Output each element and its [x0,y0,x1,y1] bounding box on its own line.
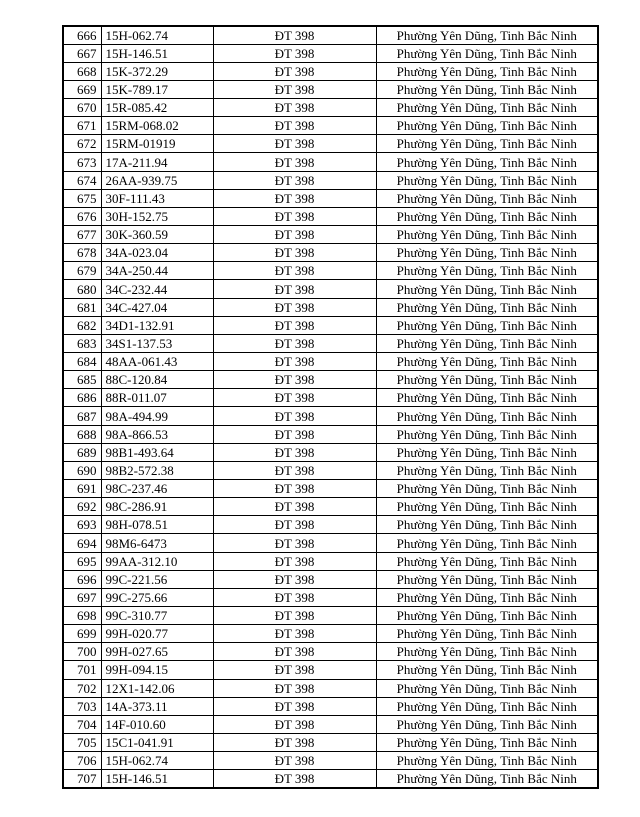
route-cell: ĐT 398 [213,588,376,606]
table-row [63,153,598,171]
row-number-cell: 702 [63,679,101,697]
route-cell: ĐT 398 [213,44,376,62]
row-number-cell: 692 [63,498,101,516]
table-row [63,443,598,461]
plate-cell: 98A-866.53 [101,425,213,443]
location-cell: Phường Yên Dũng, Tinh Bắc Ninh [376,498,598,516]
route-cell: ĐT 398 [213,607,376,625]
plate-cell: 15H-146.51 [101,44,213,62]
location-cell: Phường Yên Dũng, Tinh Bắc Ninh [376,244,598,262]
route-cell: ĐT 398 [213,770,376,788]
plate-cell: 88C-120.84 [101,371,213,389]
row-number-cell: 691 [63,480,101,498]
route-cell: ĐT 398 [213,534,376,552]
table-row [63,588,598,606]
route-cell: ĐT 398 [213,135,376,153]
plate-cell: 98C-286.91 [101,498,213,516]
location-cell: Phường Yên Dũng, Tinh Bắc Ninh [376,207,598,225]
route-cell: ĐT 398 [213,153,376,171]
row-number-cell: 669 [63,80,101,98]
route-cell: ĐT 398 [213,625,376,643]
table-row [63,661,598,679]
route-cell: ĐT 398 [213,316,376,334]
route-cell: ĐT 398 [213,80,376,98]
table-row [63,207,598,225]
plate-cell: 14F-010.60 [101,715,213,733]
plate-cell: 34C-427.04 [101,298,213,316]
table-row [63,171,598,189]
plate-cell: 34C-232.44 [101,280,213,298]
row-number-cell: 666 [63,26,101,44]
route-cell: ĐT 398 [213,389,376,407]
row-number-cell: 707 [63,770,101,788]
route-cell: ĐT 398 [213,189,376,207]
plate-cell: 99C-275.66 [101,588,213,606]
plate-cell: 15R-085.42 [101,99,213,117]
plate-cell: 15C1-041.91 [101,733,213,751]
table-row [63,117,598,135]
plate-list-table [62,25,599,789]
row-number-cell: 679 [63,262,101,280]
location-cell: Phường Yên Dũng, Tinh Bắc Ninh [376,570,598,588]
plate-cell: 17A-211.94 [101,153,213,171]
row-number-cell: 686 [63,389,101,407]
route-cell: ĐT 398 [213,62,376,80]
table-row [63,280,598,298]
location-cell: Phường Yên Dũng, Tinh Bắc Ninh [376,461,598,479]
location-cell: Phường Yên Dũng, Tinh Bắc Ninh [376,443,598,461]
row-number-cell: 689 [63,443,101,461]
route-cell: ĐT 398 [213,733,376,751]
plate-cell: 34D1-132.91 [101,316,213,334]
row-number-cell: 685 [63,371,101,389]
table-row [63,552,598,570]
row-number-cell: 703 [63,697,101,715]
row-number-cell: 687 [63,407,101,425]
row-number-cell: 667 [63,44,101,62]
plate-cell: 99C-310.77 [101,607,213,625]
row-number-cell: 675 [63,189,101,207]
plate-cell: 99H-027.65 [101,643,213,661]
route-cell: ĐT 398 [213,262,376,280]
plate-cell: 34A-023.04 [101,244,213,262]
row-number-cell: 671 [63,117,101,135]
table-row [63,770,598,788]
table-row [63,353,598,371]
row-number-cell: 670 [63,99,101,117]
table-row [63,244,598,262]
location-cell: Phường Yên Dũng, Tinh Bắc Ninh [376,353,598,371]
route-cell: ĐT 398 [213,643,376,661]
route-cell: ĐT 398 [213,371,376,389]
location-cell: Phường Yên Dũng, Tinh Bắc Ninh [376,280,598,298]
table-row [63,643,598,661]
table-row [63,80,598,98]
location-cell: Phường Yên Dũng, Tinh Bắc Ninh [376,189,598,207]
row-number-cell: 696 [63,570,101,588]
table-row [63,226,598,244]
plate-cell: 26AA-939.75 [101,171,213,189]
route-cell: ĐT 398 [213,353,376,371]
route-cell: ĐT 398 [213,280,376,298]
plate-cell: 99H-094.15 [101,661,213,679]
route-cell: ĐT 398 [213,117,376,135]
route-cell: ĐT 398 [213,661,376,679]
plate-cell: 99C-221.56 [101,570,213,588]
route-cell: ĐT 398 [213,244,376,262]
route-cell: ĐT 398 [213,207,376,225]
location-cell: Phường Yên Dũng, Tinh Bắc Ninh [376,262,598,280]
table-row [63,189,598,207]
row-number-cell: 693 [63,516,101,534]
table-row [63,407,598,425]
row-number-cell: 676 [63,207,101,225]
location-cell: Phường Yên Dũng, Tinh Bắc Ninh [376,389,598,407]
table-row [63,733,598,751]
plate-cell: 34A-250.44 [101,262,213,280]
plate-cell: 15RM-01919 [101,135,213,153]
plate-cell: 98M6-6473 [101,534,213,552]
location-cell: Phường Yên Dũng, Tinh Bắc Ninh [376,715,598,733]
location-cell: Phường Yên Dũng, Tinh Bắc Ninh [376,588,598,606]
location-cell: Phường Yên Dũng, Tinh Bắc Ninh [376,625,598,643]
route-cell: ĐT 398 [213,171,376,189]
route-cell: ĐT 398 [213,516,376,534]
table-row [63,262,598,280]
location-cell: Phường Yên Dũng, Tinh Bắc Ninh [376,733,598,751]
row-number-cell: 698 [63,607,101,625]
location-cell: Phường Yên Dũng, Tinh Bắc Ninh [376,62,598,80]
location-cell: Phường Yên Dũng, Tinh Bắc Ninh [376,226,598,244]
plate-cell: 98B2-572.38 [101,461,213,479]
table-row [63,62,598,80]
table-row [63,498,598,516]
table-row [63,99,598,117]
route-cell: ĐT 398 [213,552,376,570]
route-cell: ĐT 398 [213,298,376,316]
location-cell: Phường Yên Dũng, Tinh Bắc Ninh [376,117,598,135]
location-cell: Phường Yên Dũng, Tinh Bắc Ninh [376,480,598,498]
route-cell: ĐT 398 [213,679,376,697]
row-number-cell: 704 [63,715,101,733]
location-cell: Phường Yên Dũng, Tinh Bắc Ninh [376,316,598,334]
plate-cell: 30F-111.43 [101,189,213,207]
plate-cell: 30K-360.59 [101,226,213,244]
table-row [63,44,598,62]
row-number-cell: 695 [63,552,101,570]
plate-cell: 30H-152.75 [101,207,213,225]
plate-cell: 14A-373.11 [101,697,213,715]
table-row [63,570,598,588]
table-row [63,26,598,44]
location-cell: Phường Yên Dũng, Tinh Bắc Ninh [376,607,598,625]
plate-cell: 99AA-312.10 [101,552,213,570]
table-row [63,425,598,443]
row-number-cell: 706 [63,752,101,770]
table-row [63,625,598,643]
route-cell: ĐT 398 [213,752,376,770]
route-cell: ĐT 398 [213,715,376,733]
table-row [63,371,598,389]
row-number-cell: 678 [63,244,101,262]
plate-cell: 15H-062.74 [101,26,213,44]
location-cell: Phường Yên Dũng, Tinh Bắc Ninh [376,534,598,552]
plate-cell: 98H-078.51 [101,516,213,534]
row-number-cell: 700 [63,643,101,661]
location-cell: Phường Yên Dũng, Tinh Bắc Ninh [376,661,598,679]
row-number-cell: 701 [63,661,101,679]
table-row [63,389,598,407]
location-cell: Phường Yên Dũng, Tinh Bắc Ninh [376,425,598,443]
row-number-cell: 673 [63,153,101,171]
route-cell: ĐT 398 [213,480,376,498]
location-cell: Phường Yên Dũng, Tinh Bắc Ninh [376,334,598,352]
location-cell: Phường Yên Dũng, Tinh Bắc Ninh [376,770,598,788]
location-cell: Phường Yên Dũng, Tinh Bắc Ninh [376,407,598,425]
plate-cell: 88R-011.07 [101,389,213,407]
location-cell: Phường Yên Dũng, Tinh Bắc Ninh [376,153,598,171]
location-cell: Phường Yên Dũng, Tinh Bắc Ninh [376,643,598,661]
location-cell: Phường Yên Dũng, Tinh Bắc Ninh [376,679,598,697]
route-cell: ĐT 398 [213,99,376,117]
table-row [63,135,598,153]
row-number-cell: 705 [63,733,101,751]
table-row [63,461,598,479]
location-cell: Phường Yên Dũng, Tinh Bắc Ninh [376,298,598,316]
route-cell: ĐT 398 [213,461,376,479]
location-cell: Phường Yên Dũng, Tinh Bắc Ninh [376,26,598,44]
plate-cell: 15K-789.17 [101,80,213,98]
location-cell: Phường Yên Dũng, Tinh Bắc Ninh [376,135,598,153]
row-number-cell: 699 [63,625,101,643]
table-row [63,480,598,498]
row-number-cell: 680 [63,280,101,298]
route-cell: ĐT 398 [213,498,376,516]
plate-cell: 48AA-061.43 [101,353,213,371]
location-cell: Phường Yên Dũng, Tinh Bắc Ninh [376,697,598,715]
location-cell: Phường Yên Dũng, Tinh Bắc Ninh [376,752,598,770]
plate-cell: 34S1-137.53 [101,334,213,352]
plate-cell: 15K-372.29 [101,62,213,80]
row-number-cell: 681 [63,298,101,316]
location-cell: Phường Yên Dũng, Tinh Bắc Ninh [376,171,598,189]
row-number-cell: 697 [63,588,101,606]
plate-cell: 99H-020.77 [101,625,213,643]
location-cell: Phường Yên Dũng, Tinh Bắc Ninh [376,516,598,534]
table-row [63,516,598,534]
table-row [63,334,598,352]
route-cell: ĐT 398 [213,407,376,425]
table-row [63,679,598,697]
location-cell: Phường Yên Dũng, Tinh Bắc Ninh [376,552,598,570]
row-number-cell: 684 [63,353,101,371]
table-row [63,534,598,552]
route-cell: ĐT 398 [213,334,376,352]
row-number-cell: 674 [63,171,101,189]
row-number-cell: 668 [63,62,101,80]
route-cell: ĐT 398 [213,226,376,244]
row-number-cell: 682 [63,316,101,334]
location-cell: Phường Yên Dũng, Tinh Bắc Ninh [376,80,598,98]
plate-cell: 15H-062.74 [101,752,213,770]
location-cell: Phường Yên Dũng, Tinh Bắc Ninh [376,44,598,62]
route-cell: ĐT 398 [213,443,376,461]
table-row [63,298,598,316]
location-cell: Phường Yên Dũng, Tinh Bắc Ninh [376,371,598,389]
row-number-cell: 690 [63,461,101,479]
plate-cell: 98B1-493.64 [101,443,213,461]
table-row [63,316,598,334]
row-number-cell: 677 [63,226,101,244]
table-row [63,697,598,715]
location-cell: Phường Yên Dũng, Tinh Bắc Ninh [376,99,598,117]
table-row [63,715,598,733]
route-cell: ĐT 398 [213,570,376,588]
table-body [63,26,598,788]
row-number-cell: 672 [63,135,101,153]
row-number-cell: 688 [63,425,101,443]
plate-cell: 12X1-142.06 [101,679,213,697]
plate-cell: 15H-146.51 [101,770,213,788]
plate-cell: 98A-494.99 [101,407,213,425]
row-number-cell: 683 [63,334,101,352]
row-number-cell: 694 [63,534,101,552]
table-row [63,607,598,625]
plate-cell: 98C-237.46 [101,480,213,498]
route-cell: ĐT 398 [213,697,376,715]
table-row [63,752,598,770]
route-cell: ĐT 398 [213,26,376,44]
route-cell: ĐT 398 [213,425,376,443]
plate-cell: 15RM-068.02 [101,117,213,135]
